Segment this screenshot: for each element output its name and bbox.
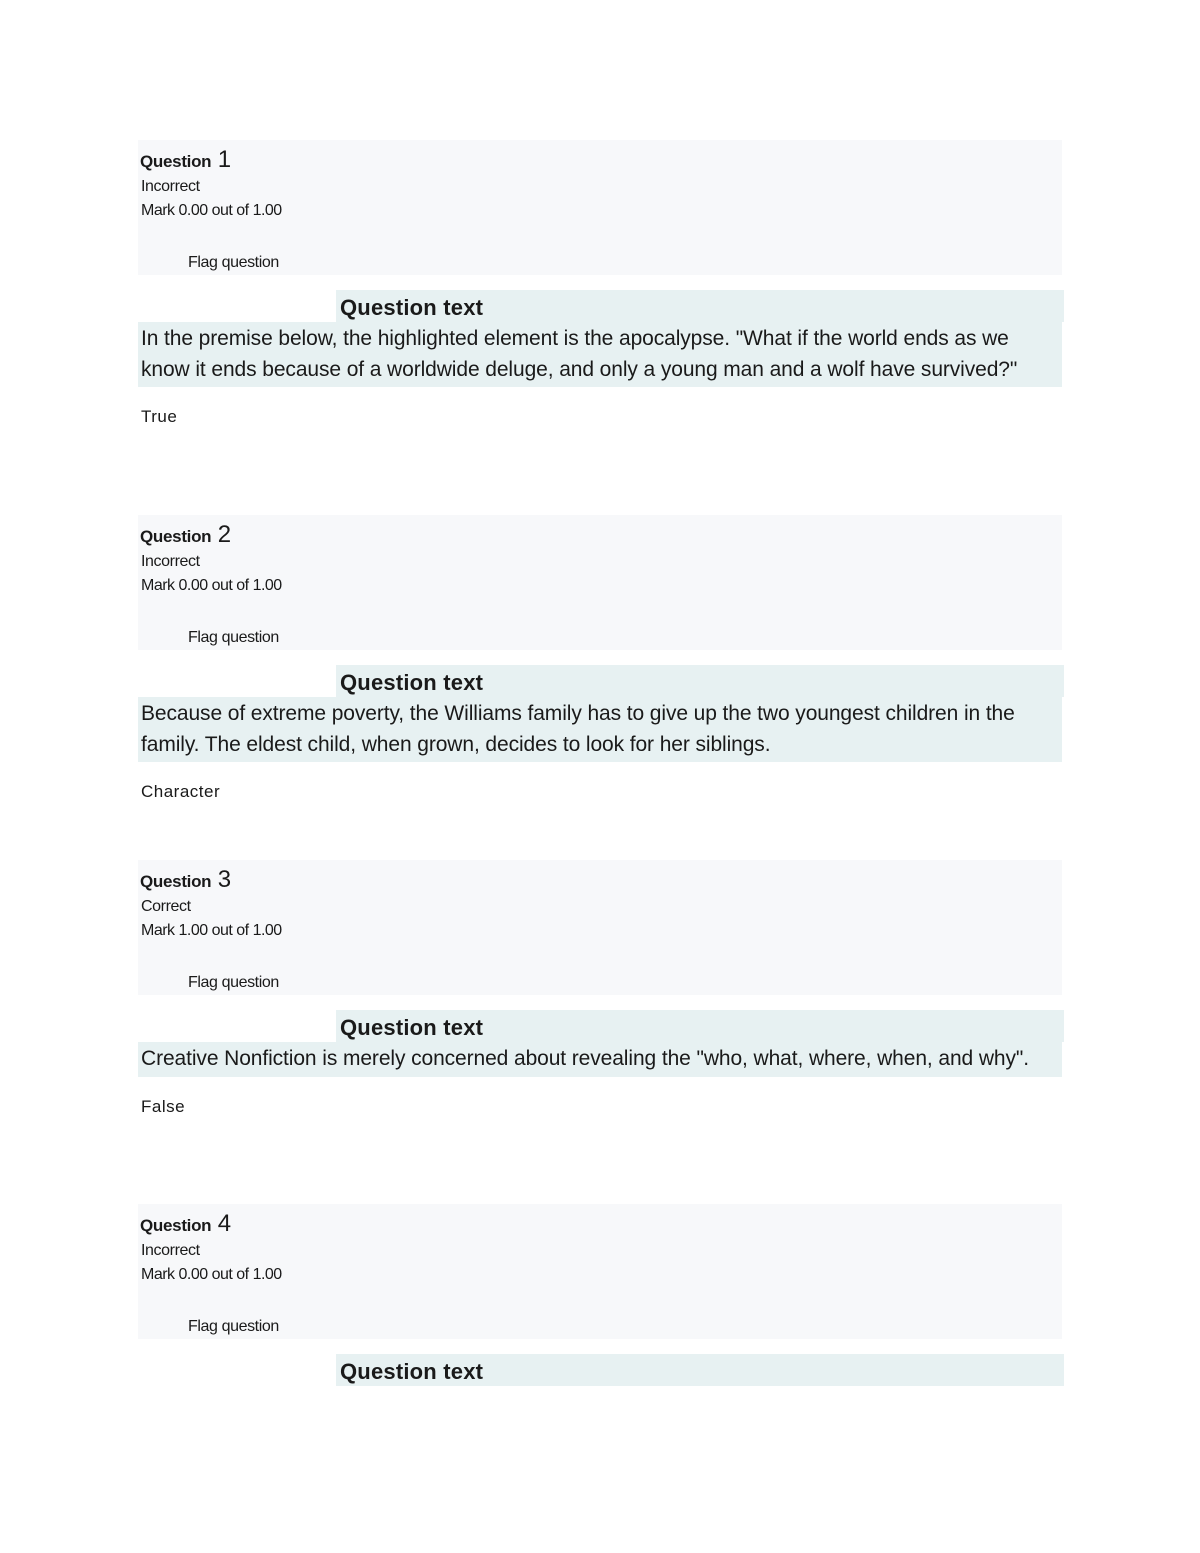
question-text-heading: Question text (336, 665, 1064, 697)
question-grade: Mark 1.00 out of 1.00 (141, 922, 282, 939)
question-text: Creative Nonfiction is merely concerned about revealing the "who, what, where, when, and why". (138, 1042, 1062, 1077)
question-block-1 (138, 140, 1064, 427)
question-number: 4 (217, 1210, 231, 1237)
question-label: Question (140, 872, 212, 891)
question-info (138, 860, 1062, 995)
question-text-heading: Question text (336, 1354, 1064, 1386)
question-state: Correct (141, 898, 191, 915)
flag-question-link[interactable]: Flag question (188, 1318, 279, 1335)
answer-text: Character (141, 782, 221, 801)
question-text-heading: Question text (336, 290, 1064, 322)
question-number-heading (140, 146, 231, 174)
question-state: Incorrect (141, 553, 200, 570)
question-grade: Mark 0.00 out of 1.00 (141, 1266, 282, 1283)
question-block-2 (138, 515, 1064, 802)
question-number: 3 (217, 866, 231, 893)
question-info (138, 1204, 1062, 1339)
flag-question-link[interactable]: Flag question (188, 974, 279, 991)
answer-text: True (141, 407, 178, 426)
question-info (138, 515, 1062, 650)
question-state: Incorrect (141, 1242, 200, 1259)
question-number-heading (140, 521, 231, 549)
question-text-heading: Question text (336, 1010, 1064, 1042)
question-grade: Mark 0.00 out of 1.00 (141, 202, 282, 219)
question-number: 2 (217, 521, 231, 548)
question-number: 1 (217, 146, 231, 173)
question-block-4 (138, 1204, 1064, 1386)
question-grade: Mark 0.00 out of 1.00 (141, 577, 282, 594)
question-number-heading (140, 866, 231, 894)
question-label: Question (140, 1216, 212, 1235)
question-state: Incorrect (141, 178, 200, 195)
flag-question-link[interactable]: Flag question (188, 629, 279, 646)
question-text: Because of extreme poverty, the Williams family has to give up the two youngest children in the family. The eldest child, when grown, decides to look for her siblings. (138, 697, 1062, 762)
question-block-3 (138, 860, 1064, 1117)
answer-text: False (141, 1096, 186, 1116)
flag-question-link[interactable]: Flag question (188, 254, 279, 271)
question-label: Question (140, 152, 212, 171)
question-info (138, 140, 1062, 275)
question-label: Question (140, 527, 212, 546)
question-text: In the premise below, the highlighted element is the apocalypse. "What if the world ends as we know it ends because of a worldwide deluge, and only a young man and a wolf have survived?" (138, 322, 1062, 387)
question-number-heading (140, 1210, 231, 1238)
